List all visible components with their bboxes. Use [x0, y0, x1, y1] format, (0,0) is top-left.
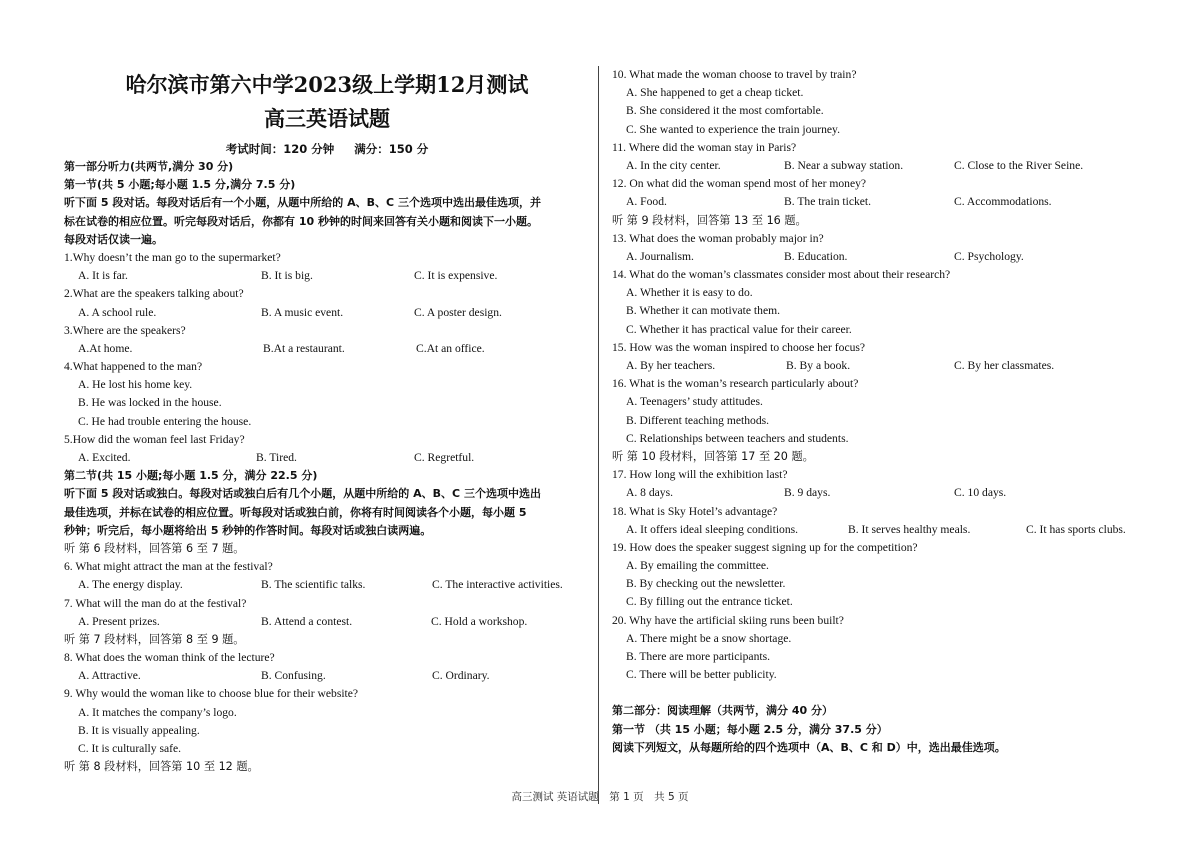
question-stem: 18. What is Sky Hotel’s advantage? [612, 504, 778, 518]
section2-instruction-line: 听下面 5 段对话或独白。每段对话或独白后有几个小题，从题中所给的 A、B、C 三个选项中选出 [64, 487, 541, 501]
option-a: A. There might be a snow shortage. [626, 631, 792, 645]
option-b: B. The train ticket. [784, 195, 872, 209]
material-note: 听 第 10 段材料，回答第 17 至 20 题。 [612, 449, 814, 463]
question-stem: 17. How long will the exhibition last? [612, 468, 788, 482]
option-c: C. By her classmates. [954, 359, 1055, 372]
part2-heading: 第二部分：阅读理解（共两节，满分 40 分） [612, 704, 833, 718]
option-c: C. Close to the River Seine. [954, 158, 1084, 172]
option-row [612, 193, 1172, 211]
option-row [64, 340, 590, 358]
part2-section1-heading: 第一节 （共 15 小题；每小题 2.5 分，满分 37.5 分） [612, 722, 888, 736]
option-b: B. 9 days. [784, 486, 831, 500]
option-a: A. A school rule. [78, 305, 157, 319]
option-a: A. It matches the company’s logo. [78, 705, 237, 719]
section1-instruction-line: 标在试卷的相应位置。听完每段对话后，你都有 10 秒钟的时间来回答有关小题和阅读下一小题。 [64, 214, 538, 228]
question-stem: 13. What does the woman probably major in? [612, 231, 824, 245]
exam-score: 满分：150 分 [354, 142, 429, 156]
section1-instruction-line: 听下面 5 段对话。每段对话后有一个小题，从题中所给的 A、B、C 三个选项中选出最佳选项，并 [64, 196, 541, 210]
option-row [64, 267, 590, 285]
question-stem: 1.Why doesn’t the man go to the supermarket? [64, 250, 281, 264]
option-row [64, 667, 590, 685]
question-stem: 7. What will the man do at the festival? [64, 596, 247, 610]
option-c: C. Ordinary. [432, 669, 490, 683]
option-c: C. She wanted to experience the train journey. [626, 122, 840, 136]
option-b: B. It is big. [261, 269, 313, 283]
question-stem: 5.How did the woman feel last Friday? [64, 432, 245, 446]
material-note: 听 第 7 段材料，回答第 8 至 9 题。 [64, 632, 245, 646]
option-b: B. A music event. [261, 305, 344, 319]
material-note: 听 第 9 段材料，回答第 13 至 16 题。 [612, 213, 807, 227]
left-column [64, 70, 590, 776]
option-b: B. Near a subway station. [784, 158, 904, 172]
column-divider [598, 66, 599, 804]
option-row [612, 248, 1172, 266]
option-c: C. Hold a workshop. [431, 614, 528, 628]
section1-instruction-line: 每段对话仅读一遍。 [64, 232, 163, 246]
page-footer: 高三测试 英语试题 第 1 页 共 5 页 [511, 791, 689, 803]
option-a: A. She happened to get a cheap ticket. [626, 86, 804, 100]
option-a: A. By her teachers. [626, 359, 716, 372]
option-b: B. By a book. [786, 359, 851, 372]
option-row [64, 449, 590, 467]
option-b: B. He was locked in the house. [78, 396, 222, 410]
option-a: A. Whether it is easy to do. [626, 286, 753, 300]
option-a: A. It offers ideal sleeping conditions. [626, 522, 799, 536]
question-stem: 10. What made the woman choose to travel by train? [612, 68, 857, 81]
option-c: C. Regretful. [414, 451, 475, 464]
option-b: B. Whether it can motivate them. [626, 304, 781, 318]
question-stem: 20. Why have the artificial skiing runs been built? [612, 613, 844, 627]
option-c: C. There will be better publicity. [626, 668, 777, 682]
question-stem: 3.Where are the speakers? [64, 323, 186, 337]
option-c: C. 10 days. [954, 486, 1007, 500]
option-b: B. Tired. [256, 451, 297, 464]
option-a: A. Journalism. [626, 249, 694, 263]
question-stem: 12. On what did the woman spend most of her money? [612, 177, 867, 191]
option-a: A. Food. [626, 195, 667, 209]
question-stem: 9. Why would the woman like to choose blue for their website? [64, 687, 359, 701]
option-c: C. Psychology. [954, 249, 1024, 263]
option-a: A. By emailing the committee. [626, 559, 769, 573]
option-b: B. It serves healthy meals. [848, 522, 971, 536]
option-row [612, 521, 1172, 539]
option-a: A. Teenagers’ study attitudes. [626, 395, 763, 409]
option-a: A. He lost his home key. [78, 378, 193, 392]
option-row [612, 484, 1172, 502]
option-a: A. The energy display. [78, 578, 183, 592]
material-note: 听 第 6 段材料，回答第 6 至 7 题。 [64, 541, 245, 555]
option-a: A.At home. [78, 341, 133, 355]
option-row [612, 357, 1172, 375]
option-c: C. The interactive activities. [432, 578, 563, 592]
option-b: B. She considered it the most comfortable. [626, 104, 824, 118]
option-b: B.At a restaurant. [263, 341, 345, 355]
option-b: B. It is visually appealing. [78, 723, 200, 737]
section2-instruction-line: 最佳选项，并标在试卷的相应位置。听每段对话或独白前，你将有时间阅读各个小题，每小题 5 [64, 505, 527, 519]
option-c: C. Whether it has practical value for their career. [626, 322, 852, 336]
option-row [64, 576, 590, 594]
option-row [64, 613, 590, 631]
exam-title: 哈尔滨市第六中学2023级上学期12月测试 [125, 72, 529, 97]
question-stem: 16. What is the woman’s research particularly about? [612, 377, 859, 391]
part2-instructions: 阅读下列短文，从每题所给的四个选项中（A、B、C 和 D）中，选出最佳选项。 [612, 740, 1006, 754]
option-c: C. Accommodations. [954, 195, 1052, 209]
question-stem: 6. What might attract the man at the festival? [64, 560, 273, 574]
exam-time: 考试时间：120 分钟 [225, 142, 335, 156]
part1-section2-heading: 第二节(共 15 小题;每小题 1.5 分，满分 22.5 分) [64, 469, 318, 483]
question-stem: 4.What happened to the man? [64, 360, 203, 374]
option-b: B. Different teaching methods. [626, 413, 770, 427]
option-c: C. A poster design. [414, 305, 502, 319]
question-stem: 8. What does the woman think of the lecture? [64, 651, 275, 665]
option-a: A. Excited. [78, 451, 131, 464]
option-c: C. It is expensive. [414, 269, 498, 283]
option-b: B. The scientific talks. [261, 578, 366, 592]
option-a: A. Attractive. [78, 669, 141, 683]
right-column [612, 66, 1172, 757]
exam-info [64, 140, 590, 158]
option-b: B. Education. [784, 249, 848, 263]
part1-heading: 第一部分听力(共两节,满分 30 分) [64, 160, 234, 173]
option-c: C. Relationships between teachers and students. [626, 431, 849, 445]
option-c: C. By filling out the entrance ticket. [626, 595, 793, 609]
option-row [612, 157, 1172, 175]
option-a: A. 8 days. [626, 486, 674, 500]
option-b: B. There are more participants. [626, 650, 771, 663]
question-stem: 14. What do the woman’s classmates consider most about their research? [612, 268, 951, 282]
option-c: C. He had trouble entering the house. [78, 414, 252, 428]
spacer [612, 684, 1172, 702]
option-c: C.At an office. [416, 341, 485, 355]
part1-section1-heading: 第一节(共 5 小题;每小题 1.5 分,满分 7.5 分) [64, 178, 296, 192]
option-b: B. Confusing. [261, 669, 326, 683]
option-a: A. Present prizes. [78, 614, 160, 628]
material-note: 听 第 8 段材料，回答第 10 至 12 题。 [64, 760, 259, 774]
option-c: C. It is culturally safe. [78, 742, 182, 755]
section2-instruction-line: 秒钟；听完后，每小题将给出 5 秒钟的作答时间。每段对话或独白读两遍。 [64, 523, 432, 537]
option-b: B. By checking out the newsletter. [626, 577, 786, 591]
option-row [64, 304, 590, 322]
question-stem: 15. How was the woman inspired to choose her focus? [612, 340, 866, 354]
exam-subtitle: 高三英语试题 [264, 106, 390, 131]
option-b: B. Attend a contest. [261, 614, 353, 628]
option-a: A. In the city center. [626, 158, 721, 172]
question-stem: 19. How does the speaker suggest signing up for the competition? [612, 540, 918, 554]
option-c: C. It has sports clubs. [1026, 522, 1126, 536]
question-stem: 2.What are the speakers talking about? [64, 287, 244, 301]
option-a: A. It is far. [78, 269, 128, 283]
question-stem: 11. Where did the woman stay in Paris? [612, 140, 797, 154]
